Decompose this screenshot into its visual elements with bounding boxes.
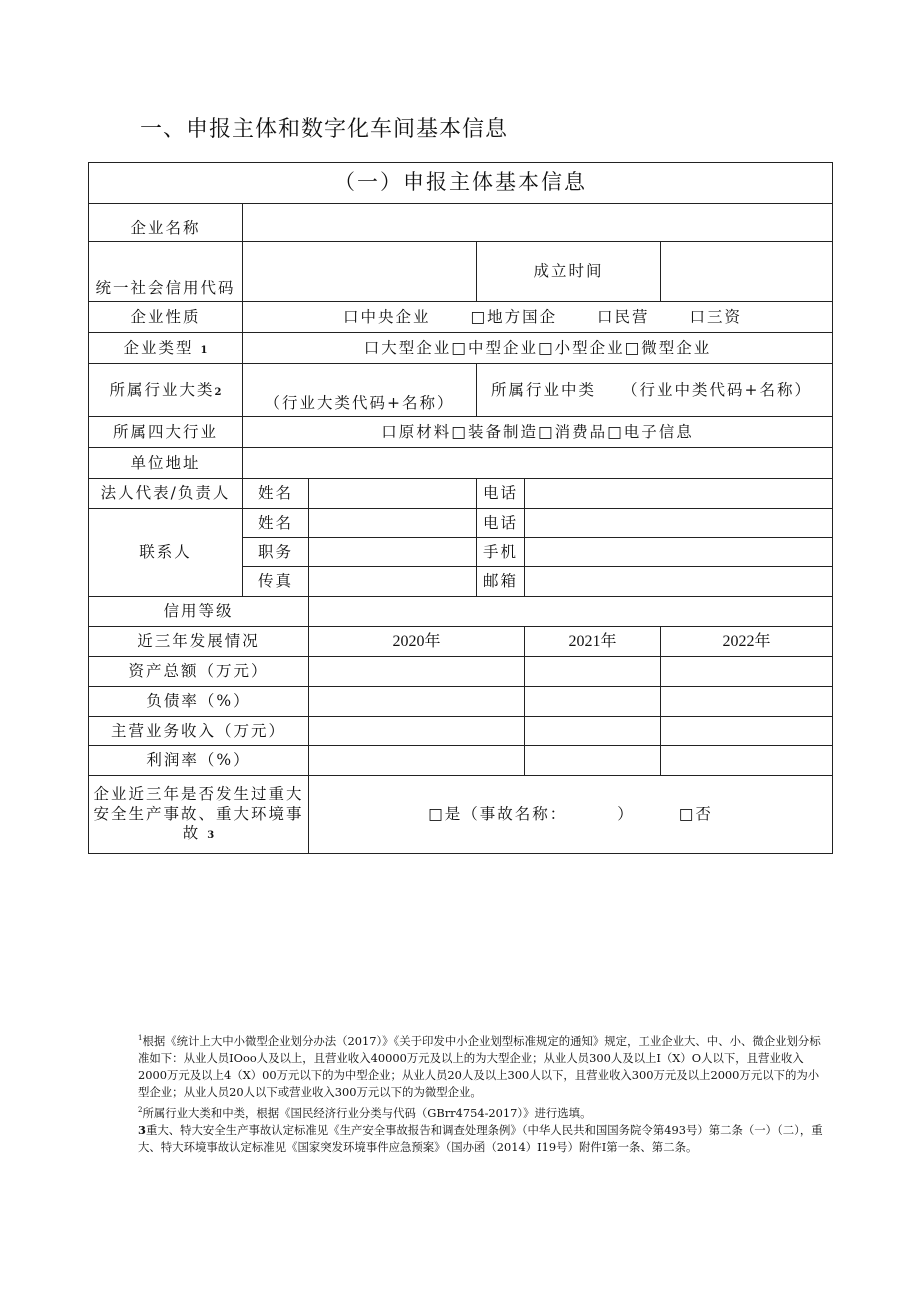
industry-major-label <box>89 364 243 417</box>
accident-yes-option[interactable]: □是（事故名称： <box>428 805 568 824</box>
nature-options <box>243 302 833 333</box>
year-2022: 2022年 <box>661 627 833 657</box>
profit-rate-2020[interactable] <box>309 746 525 776</box>
contact-email-label: 邮箱 <box>477 567 525 597</box>
total-assets-2022[interactable] <box>661 657 833 687</box>
credit-code-label: 统一社会信用代码 <box>89 242 243 302</box>
industry-major-footnote-mark: 2 <box>214 386 222 398</box>
nature-option-local[interactable]: □地方国企 <box>470 307 558 326</box>
founded-label: 成立时间 <box>477 242 661 302</box>
legal-rep-name-label: 姓名 <box>243 479 309 509</box>
accident-footnote-mark: 3 <box>207 830 215 842</box>
nature-option-central[interactable]: 口中央企业 <box>342 307 431 326</box>
four-industries-options[interactable]: 口原材料□装备制造□消费品□电子信息 <box>243 417 833 448</box>
total-assets-label: 资产总额（万元） <box>89 657 309 687</box>
nature-label: 企业性质 <box>89 302 243 333</box>
section-title: （一）申报主体基本信息 <box>89 163 833 204</box>
contact-fax-label: 传真 <box>243 567 309 597</box>
footnote-1 <box>138 1030 828 1102</box>
accident-yes-close: ） <box>617 805 635 824</box>
four-industries-label: 所属四大行业 <box>89 417 243 448</box>
contact-mobile-label: 手机 <box>477 538 525 567</box>
legal-rep-phone-field[interactable] <box>525 479 833 509</box>
contact-phone-label: 电话 <box>477 509 525 538</box>
contact-fax-field[interactable] <box>309 567 477 597</box>
company-name-label: 企业名称 <box>89 204 243 242</box>
contact-phone-field[interactable] <box>525 509 833 538</box>
nature-option-foreign[interactable]: 口三资 <box>689 307 743 326</box>
type-label <box>89 333 243 364</box>
profit-rate-2021[interactable] <box>525 746 661 776</box>
profit-rate-2022[interactable] <box>661 746 833 776</box>
company-name-field[interactable] <box>243 204 833 242</box>
credit-rating-field[interactable] <box>309 597 833 627</box>
profit-rate-label: 利润率（%） <box>89 746 309 776</box>
footnote-3-mark: 3 <box>138 1122 146 1137</box>
industry-mid-label: 所属行业中类 <box>491 380 597 399</box>
contact-name-field[interactable] <box>309 509 477 538</box>
footnote-3-text: 重大、特大安全生产事故认定标准见《生产安全事故报告和调查处理条例》（中华人民共和国国务院令第493号）第二条（一）（二），重大、特大环境事故认定标准见《国家突发环境事件应急预案》（国办函（2014）I19号）附件I第一条、第二条。 <box>138 1122 823 1154</box>
footnote-2 <box>138 1102 828 1122</box>
type-label-text: 企业类型 <box>123 338 194 357</box>
industry-mid-cell[interactable] <box>477 364 833 417</box>
founded-field[interactable] <box>661 242 833 302</box>
contact-label: 联系人 <box>89 509 243 597</box>
contact-email-field[interactable] <box>525 567 833 597</box>
type-options[interactable]: 口大型企业□中型企业□小型企业□微型企业 <box>243 333 833 364</box>
revenue-label: 主营业务收入（万元） <box>89 717 309 746</box>
revenue-2021[interactable] <box>525 717 661 746</box>
accident-no-option[interactable]: □否 <box>678 805 713 824</box>
contact-mobile-field[interactable] <box>525 538 833 567</box>
footnote-2-mark: 2 <box>138 1105 143 1114</box>
footnotes <box>138 1030 828 1156</box>
footnote-3 <box>138 1122 828 1156</box>
legal-rep-phone-label: 电话 <box>477 479 525 509</box>
revenue-2022[interactable] <box>661 717 833 746</box>
total-assets-2020[interactable] <box>309 657 525 687</box>
legal-rep-name-field[interactable] <box>309 479 477 509</box>
footnote-1-text: 根据《统计上大中小微型企业划分办法（2017）》《关于印发中小企业划型标准规定的通知》规定，工业企业大、中、小、微企业划分标准如下：从业人员IOoo人及以上，且营业收入40000万元及以上的为大型企业；从业人员300人及以上I（X）O人以下，且营业收入2000万元及以上4（X）00万元以下的为中型企业；从业人员20人及以上300人以下，且营业收入300万元及以上2000万元以下的为小型企业；从业人员20人以下或营业收入300万元以下的为微型企业。 <box>138 1033 821 1100</box>
contact-name-label: 姓名 <box>243 509 309 538</box>
development-label: 近三年发展情况 <box>89 627 309 657</box>
contact-position-field[interactable] <box>309 538 477 567</box>
accident-label <box>89 776 309 854</box>
year-2021: 2021年 <box>525 627 661 657</box>
revenue-2020[interactable] <box>309 717 525 746</box>
industry-major-label-text: 所属行业大类 <box>109 380 215 399</box>
credit-code-field[interactable] <box>243 242 477 302</box>
accident-label-text: 企业近三年是否发生过重大安全生产事故、重大环境事故 <box>93 785 304 843</box>
address-field[interactable] <box>243 448 833 479</box>
applicant-info-table <box>88 162 833 854</box>
year-2020: 2020年 <box>309 627 525 657</box>
accident-options <box>309 776 833 854</box>
contact-position-label: 职务 <box>243 538 309 567</box>
debt-ratio-2022[interactable] <box>661 687 833 717</box>
nature-option-private[interactable]: 口民营 <box>597 307 650 326</box>
footnote-2-text: 所属行业大类和中类，根据《国民经济行业分类与代码（GBrr4754-2017）》进行选填。 <box>142 1105 592 1120</box>
debt-ratio-label: 负债率（%） <box>89 687 309 717</box>
total-assets-2021[interactable] <box>525 657 661 687</box>
credit-rating-label: 信用等级 <box>89 597 309 627</box>
debt-ratio-2020[interactable] <box>309 687 525 717</box>
page-heading: 一、申报主体和数字化车间基本信息 <box>140 117 509 142</box>
footnote-1-mark: 1 <box>138 1034 143 1042</box>
debt-ratio-2021[interactable] <box>525 687 661 717</box>
industry-major-field[interactable]: （行业大类代码+名称） <box>243 364 477 417</box>
address-label: 单位地址 <box>89 448 243 479</box>
legal-rep-label: 法人代表/负责人 <box>89 479 243 509</box>
industry-mid-hint: （行业中类代码+名称） <box>622 380 813 399</box>
type-footnote-mark: 1 <box>200 344 208 356</box>
